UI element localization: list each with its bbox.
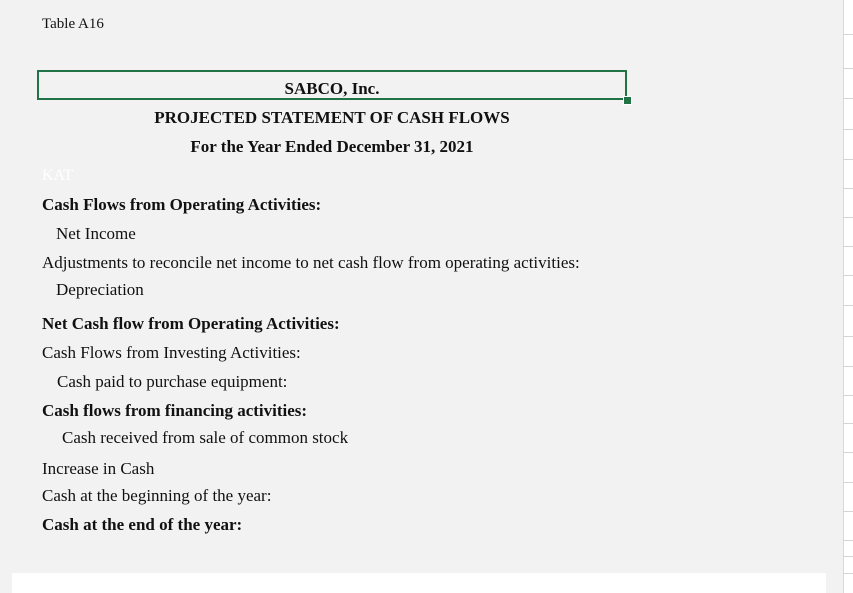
bottom-left-shade	[0, 573, 12, 593]
gridline	[843, 305, 853, 306]
gridline	[843, 366, 853, 367]
gridline	[843, 395, 853, 396]
statement-period[interactable]: For the Year Ended December 31, 2021	[190, 137, 474, 156]
gridline	[843, 482, 853, 483]
gridline	[843, 129, 853, 130]
row-net-income[interactable]: Net Income	[56, 224, 136, 243]
row-increase-in-cash[interactable]: Increase in Cash	[42, 459, 155, 478]
row-net-cash-operating[interactable]: Net Cash flow from Operating Activities:	[42, 314, 340, 333]
gridline	[843, 217, 853, 218]
gridline	[843, 573, 853, 574]
gridline	[843, 246, 853, 247]
gridline	[843, 159, 853, 160]
row-depreciation[interactable]: Depreciation	[56, 280, 144, 299]
company-name[interactable]: SABCO, Inc.	[284, 79, 380, 98]
gridline	[843, 423, 853, 424]
row-adjustments[interactable]: Adjustments to reconcile net income to net cash flow from operating activities:	[42, 253, 580, 272]
gridline	[843, 556, 853, 557]
gridline	[843, 275, 853, 276]
row-investing-header[interactable]: Cash Flows from Investing Activities:	[42, 343, 301, 362]
row-operating-header[interactable]: Cash Flows from Operating Activities:	[42, 195, 322, 214]
gridline	[843, 188, 853, 189]
table-label: Table A16	[42, 16, 104, 32]
row-equipment[interactable]: Cash paid to purchase equipment:	[57, 372, 288, 391]
row-financing-header[interactable]: Cash flows from financing activities:	[42, 401, 308, 420]
row-common-stock[interactable]: Cash received from sale of common stock	[62, 428, 349, 447]
faint-cell-text[interactable]: KAT	[42, 167, 74, 184]
adjacent-column-gutter	[843, 0, 853, 593]
bottom-right-shade	[826, 573, 843, 593]
gutter-divider	[843, 0, 844, 593]
gridline	[843, 540, 853, 541]
gridline	[843, 68, 853, 69]
gridline	[843, 336, 853, 337]
row-cash-beginning[interactable]: Cash at the beginning of the year:	[42, 486, 272, 505]
statement-title[interactable]: PROJECTED STATEMENT OF CASH FLOWS	[154, 108, 510, 127]
bottom-strip	[0, 573, 853, 593]
row-cash-end[interactable]: Cash at the end of the year:	[42, 515, 243, 534]
gridline	[843, 98, 853, 99]
gridline	[843, 511, 853, 512]
gridline	[843, 34, 853, 35]
gridline	[843, 452, 853, 453]
